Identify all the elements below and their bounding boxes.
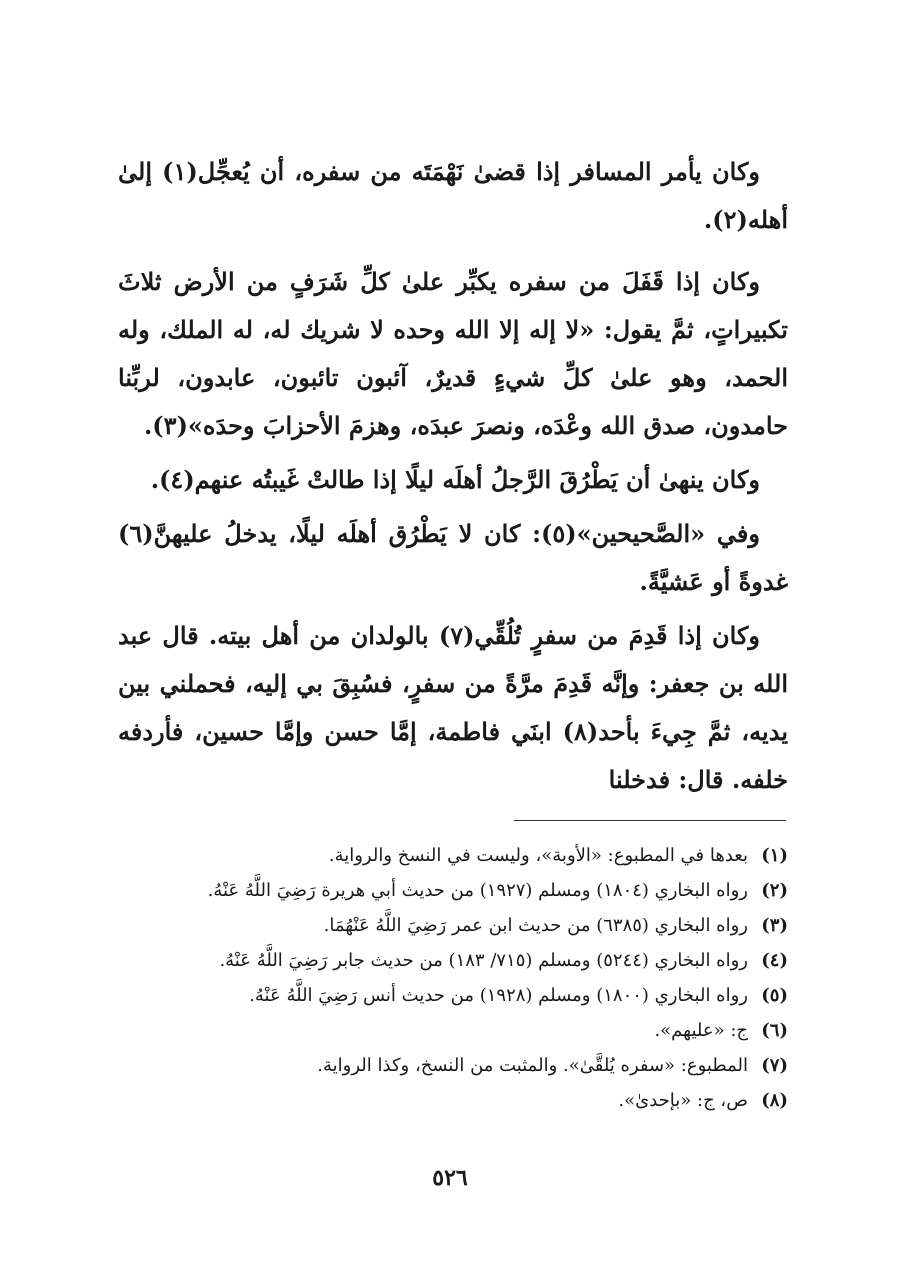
footnote-text: بعدها في المطبوع: «الأوبة»، وليست في النسخ والرواية. — [328, 845, 748, 866]
footnote-separator — [514, 820, 786, 821]
footnote — [118, 908, 788, 943]
footnote-number: (١) — [761, 845, 788, 866]
footnote-number: (٦) — [761, 1020, 788, 1041]
footnote-number: (٧) — [761, 1055, 788, 1076]
main-text — [118, 148, 788, 804]
footnote — [118, 1013, 788, 1048]
footnote-text: رواه البخاري (١٨٠٠) ومسلم (١٩٢٨) من حديث أنس رَضِيَ اللَّهُ عَنْهُ. — [249, 985, 748, 1006]
footnote — [118, 943, 788, 978]
footnote-number: (٨) — [761, 1090, 788, 1111]
paragraph-2: وكان إذا قَفَلَ من سفره يكبِّر علىٰ كلِّ شَرَفٍ من الأرض ثلاثَ تكبيراتٍ، ثمَّ يقول: «لا إله إلا الله وحده لا شريك له، له الملك، وله الحمد، وهو علىٰ كلِّ شيءٍ قديرٌ، آئبون تائبون، عابدون، لربِّنا حامدون، صدق الله وعْدَه، ونصرَ عبدَه، وهزمَ الأحزابَ وحدَه»(٣). — [118, 267, 788, 440]
footnote-text: رواه البخاري (١٨٠٤) ومسلم (١٩٢٧) من حديث أبي هريرة رَضِيَ اللَّهُ عَنْهُ. — [207, 880, 748, 901]
paragraph-4: وفي «الصَّحيحين»(٥): كان لا يَطْرُق أهلَه ليلًا، يدخلُ عليهنَّ(٦) غدوةً أو عَشيَّةً. — [118, 519, 788, 596]
footnote — [118, 978, 788, 1013]
footnote — [118, 873, 788, 908]
footnote — [118, 1083, 788, 1118]
footnote — [118, 1048, 788, 1083]
footnote-number: (٥) — [761, 985, 788, 1006]
footnote-text: رواه البخاري (٥٢٤٤) ومسلم (٧١٥/ ١٨٣) من حديث جابر رَضِيَ اللَّهُ عَنْهُ. — [219, 950, 748, 971]
footnote — [118, 838, 788, 873]
footnote-text: ص، ج: «بإحدىٰ». — [618, 1090, 748, 1111]
footnote-text: رواه البخاري (٦٣٨٥) من حديث ابن عمر رَضِيَ اللَّهُ عَنْهُمَا. — [323, 915, 748, 936]
footnote-number: (٣) — [761, 915, 788, 936]
footnote-text: ج: «عليهم». — [654, 1020, 748, 1041]
page-number: ٥٢٦ — [432, 1165, 468, 1191]
footnote-text: المطبوع: «سفره يُلقَّىٰ». والمثبت من النسخ، وكذا الرواية. — [317, 1055, 748, 1076]
paragraph-5: وكان إذا قَدِمَ من سفرٍ تُلُقِّي(٧) بالولدان من أهل بيته. قال عبد الله بن جعفر: وإنَّه قَدِمَ مرَّةً من سفرٍ، فسُبِقَ بي إليه، فحملني بين يديه، ثمَّ جِيءَ بأحد(٨) ابنَي فاطمة، إمَّا حسن وإمَّا حسين، فأردفه خلفه. قال: فدخلنا — [118, 621, 788, 794]
footnote-number: (٢) — [761, 880, 788, 901]
footnote-number: (٤) — [761, 950, 788, 971]
paragraph-1: وكان يأمر المسافر إذا قضىٰ نَهْمَتَه من سفره، أن يُعجِّل(١) إلىٰ أهله(٢). — [118, 157, 788, 234]
footnotes — [118, 838, 788, 1118]
paragraph-3: وكان ينهىٰ أن يَطْرُقَ الرَّجلُ أهلَه ليلًا إذا طالتْ غَيبتُه عنهم(٤). — [150, 465, 760, 494]
